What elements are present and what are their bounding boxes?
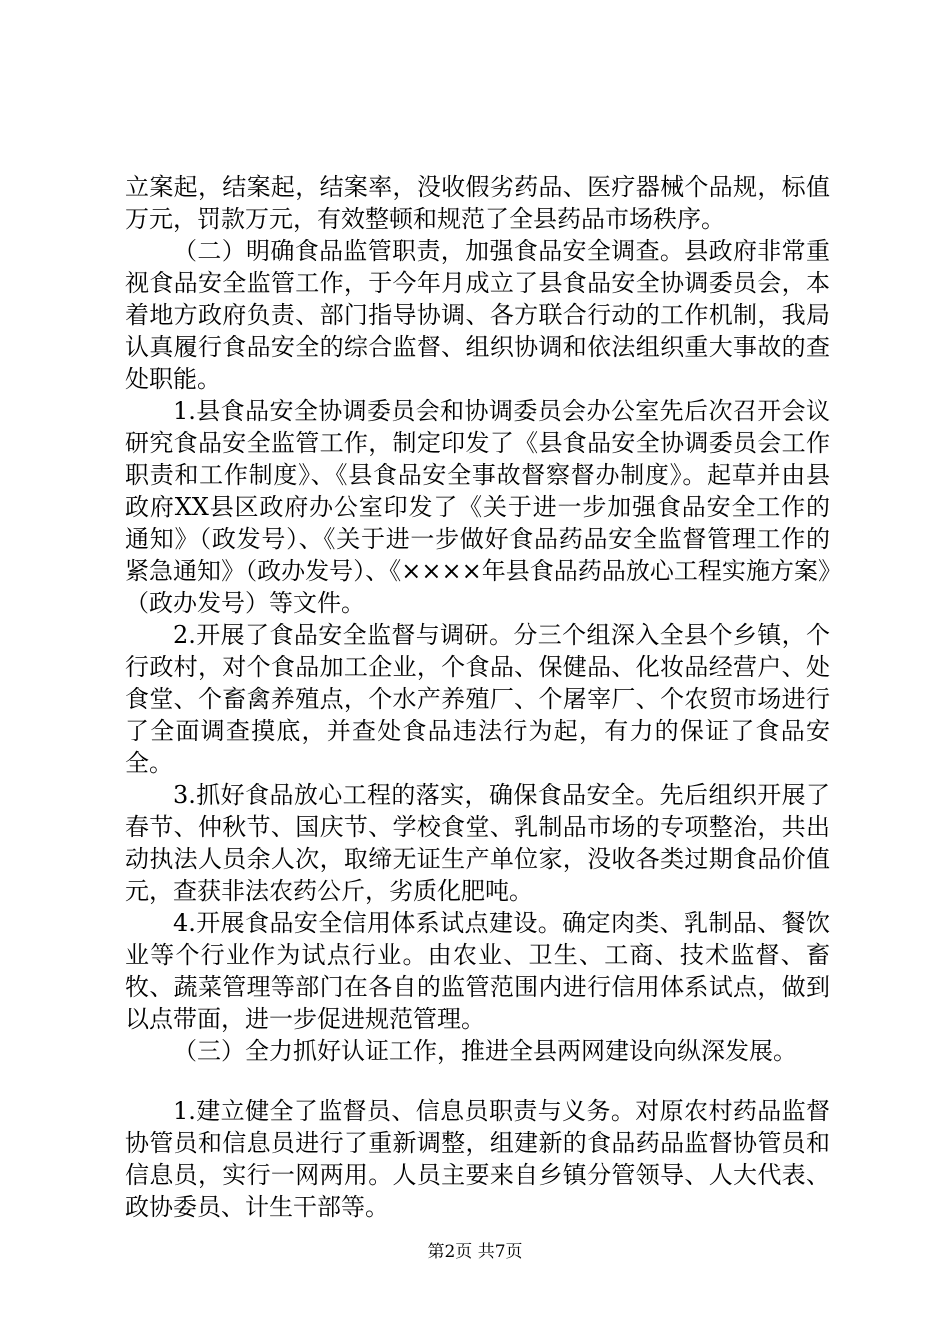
list-item-3-safe-food-project: 3.抓好食品放心工程的落实，确保食品安全。先后组织开展了春节、仲秋节、国庆节、学校食堂、乳制品市场的专项整治，共出动执法人员余人次，取缔无证生产单位家，没收各类过期食品价值元，查获非法农药公斤，劣质化肥吨。 [125, 781, 830, 905]
list-item-1-supervisors: 1.建立健全了监督员、信息员职责与义务。对原农村药品监督协管员和信息员进行了重新调整，组建新的食品药品监督协管员和信息员，实行一网两用。人员主要来自乡镇分管领导、人大代表、政协委员、计生干部等。 [125, 1097, 830, 1221]
list-item-1-coordination-committee: 1.县食品安全协调委员会和协调委员会办公室先后次召开会议研究食品安全监管工作，制定印发了《县食品安全协调委员会工作职责和工作制度》、《县食品安全事故督察督办制度》。起草并由县政府XX县区政府办公室印发了《关于进一步加强食品安全工作的通知》（政发号）、《关于进一步做好食品药品安全监督管理工作的紧急通知》（政办发号）、《××××年县食品药品放心工程实施方案》（政办发号）等文件。 [125, 397, 830, 617]
page-number-footer: 第2页 共7页 [427, 1242, 523, 1262]
section-heading-food-supervision: （二）明确食品监管职责，加强食品安全调查。县政府非常重视食品安全监管工作，于今年月成立了县食品安全协调委员会，本着地方政府负责、部门指导协调、各方联合行动的工作机制，我局认真履行食品安全的综合监督、组织协调和依法组织重大事故的查处职能。 [125, 237, 830, 393]
list-item-2-supervision-research: 2.开展了食品安全监督与调研。分三个组深入全县个乡镇，个行政村，对个食品加工企业，个食品、保健品、化妆品经营户、处食堂、个畜禽养殖点，个水产养殖厂、个屠宰厂、个农贸市场进行了全面调查摸底，并查处食品违法行为起，有力的保证了食品安全。 [125, 621, 830, 777]
section-heading-certification: （三）全力抓好认证工作，推进全县两网建设向纵深发展。 [173, 1037, 797, 1065]
document-body [125, 171, 830, 1223]
paragraph-continuation: 立案起，结案起，结案率，没收假劣药品、医疗器械个品规，标值万元，罚款万元，有效整顿和规范了全县药品市场秩序。 [125, 173, 830, 233]
list-item-4-credit-system: 4.开展食品安全信用体系试点建设。确定肉类、乳制品、餐饮业等个行业作为试点行业。由农业、卫生、工商、技术监督、畜牧、蔬菜管理等部门在各自的监管范围内进行信用体系试点，做到以点带面，进一步促进规范管理。 [125, 909, 830, 1033]
